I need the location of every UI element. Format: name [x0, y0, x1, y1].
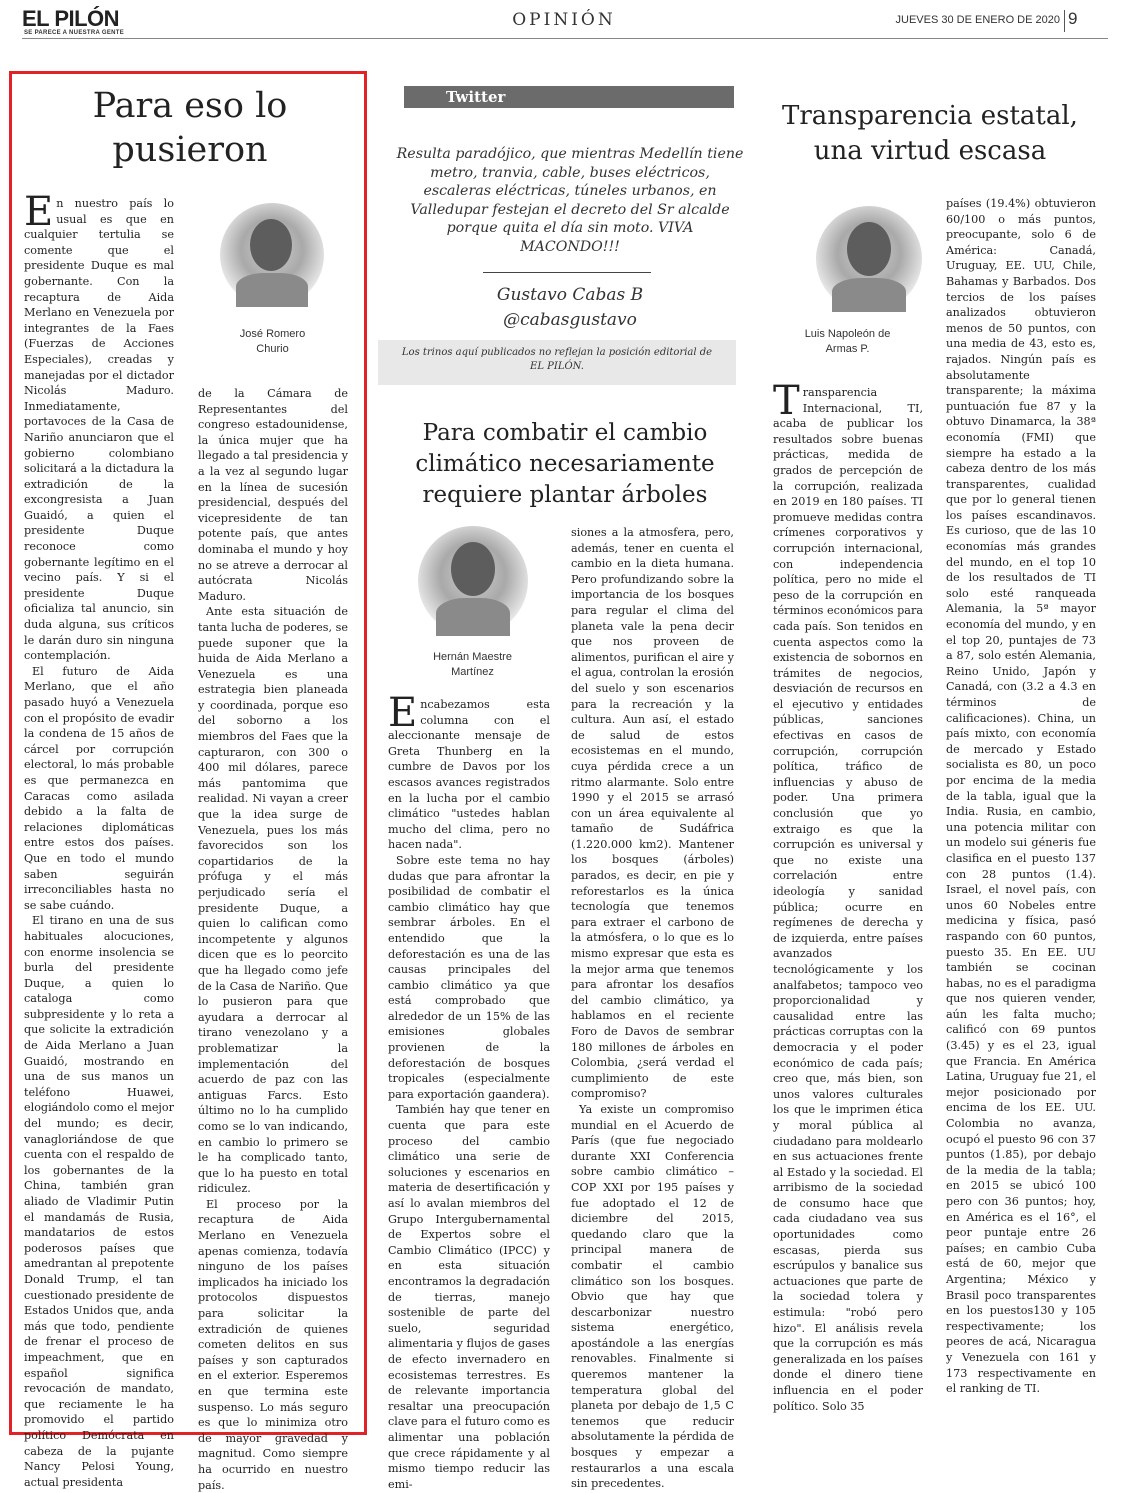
article2-column1 — [388, 690, 550, 1491]
article2-paragraph: Sobre este tema no hay dudas que para afrontar la posibilidad de combatir el cambio climático hay que sembrar árboles. En el entendido que la deforestación es una de las causas principales del cambio climático ya que está comprobado que alrededor de un 15% de las emisiones globales provienen de la deforestación de bosques tropicales (especialmente para exportación gaandera). — [388, 853, 550, 1101]
article1-column2 — [198, 386, 348, 1492]
article2-paragraph: Ya existe un compromiso mundial en el Acuerdo de París (que fue negociado durante XXI Conferencia sobre cambio climático – COP XXI por 195 países y fue adoptado el 12 de diciembre del 2015, quedando claro que la principal manera de combatir el cambio climático son los bosques. Obvio que hay que descarbonizar nuestro sistema energético, apostándole a las energías renovables. Finalmente si queremos mantener la temperatura global del planeta por debajo de 1,5 C tenemos que reducir absolutamente la pérdida de bosques y empezar a restaurarlos a una escala sin precedentes. — [571, 1102, 734, 1491]
author3-shirt — [832, 278, 906, 312]
author1-caption — [205, 327, 340, 357]
article1-paragraph: El proceso por la recaptura de Aida Merlano en Venezuela apenas comienza, todavía ninguno de los países implicados ha iniciado los protocolos dispuestos para solicitar la extradición de quienes cometen delitos en sus países y son capturados en el exterior. Esperemos en que termina este suspenso. Lo más seguro es que lo minimiza otro de mayor gravedad y magnitud. Como siempre ha ocurrido en nuestro país. — [198, 1197, 348, 1492]
author2-shirt — [436, 598, 510, 636]
author2-name-line1: Hernán Maestre — [433, 651, 512, 663]
article1-paragraph: El tirano en una de sus habituales alocuciones, con enorme insolencia se burla del presidente Duque, a quien lo cataloga como subpresidente y lo reta a que solicite la extradición de Aida Merlano a Juan Guaidó, mostrando en una de sus manos un teléfono Huawei, elogiándolo como el mejor del mundo; es decir, vanagloriándose de que cuenta con el respaldo de los gobernantes de la China, también gran aliado de Vladimir Putin el mandamás de Rusia, mandatarios de estos poderosos países que amedrantan al prepotente Donald Trump, el tan cuestionado presidente de Estados Unidos que, anda más que todo, pendiente de frenar el proceso de impeachment, que en español significa revocación de mandato, que reciamente le ha promovido el partido político Demócrata en cabeza de la pujante Nancy Pelosi Young, actual presidenta — [24, 914, 174, 1489]
article3-title — [760, 99, 1100, 169]
twitter-label: Twitter — [446, 88, 506, 106]
article1-title-line2: pusieron — [112, 130, 268, 170]
author1-shirt — [236, 273, 308, 307]
tweet-text: Resulta paradójico, que mientras Medellín tiene metro, tranvia, cable, buses eléctricos, escaleras eléctricas, túneles urbanos, en Valledupar festejan el decreto del Sr alcalde porque quita el día sin moto. VIVA MACONDO!!! — [396, 146, 744, 255]
article1-paragraph: El futuro de Aida Merlano, que el año pasado huyó a Venezuela con el propósito de evadir la condena de 15 años de cárcel por corrupción electoral, lo más probable es que permanezca en Caracas como asilada debido a la falta de relaciones diplomáticas entre estos dos países. Que en todo el mundo saben seguirán irreconciliables hasta no se sabe cuándo. — [24, 664, 174, 912]
author3-name-line1: Luis Napoleón de — [804, 328, 891, 340]
article1-paragraph: En nuestro país lo usual es que en cualquier tertulia se comente que el presidente Duque es mal gobernante. Con la recaptura de Aida Merlano en Venezuela por integrantes de la Faes (Fuerzas de Acciones Especiales), creadas y manejadas por el dictador Nicolás Maduro. Inmediatamente, portavoces de la Casa de Nariño anunciaron que el gobierno colombiano solicitará a la dictadura la extradición de la excongresista a Juan Guaidó, a quien el presidente Duque reconoce como gobernante legítimo en el vecino país. Y si el presidente Duque oficializa tal anuncio, sin duda alguna, sus críticos le darán duro sin ninguna contemplación. — [24, 189, 174, 663]
article1-column1 — [24, 189, 174, 1489]
article3-column2 — [946, 196, 1096, 1417]
author3-photo — [816, 206, 922, 312]
article3-title-line1: Transparencia estatal, — [782, 101, 1078, 131]
article2-paragraph: También hay que tener en cuenta que para este proceso del cambio climático una serie de soluciones y escenarios en materia de desertificación y así lo avalan miembros del Grupo Intergubernamental de Expertos sobre el Cambio Climático (IPCC) y en esta situación encontramos la degradación de tierras, manejo sostenible de parte del suelo, seguridad alimentaria y flujos de gases de efecto invernadero en ecosistemas terrestres. Es de relevante importancia resaltar una preocupación clave para el futuro como es alimentar una población que crece rápidamente y al mismo tiempo reducir las emi- — [388, 1103, 550, 1491]
article1-title — [40, 84, 340, 172]
issue-date: JUEVES 30 DE ENERO DE 2020 — [895, 14, 1060, 26]
article1-title-line1: Para eso lo — [92, 86, 288, 126]
section-title: OPINIÓN — [512, 10, 616, 30]
author3-face — [847, 222, 891, 276]
twitter-disclaimer-box — [378, 340, 736, 385]
article2-title: Para combatir el cambio climático necesariamente requiere plantar árboles — [415, 420, 715, 508]
article3-title-line2: una virtud escasa — [813, 136, 1047, 166]
tweet-rule — [483, 272, 651, 273]
article2-paragraph: Encabezamos esta columna con el aleccionante mensaje de Greta Thunberg en la cumbre de Davos por los escasos avances registrados en la lucha por el cambio climático "ustedes hablan mucho del clima, pero no hacen nada". — [388, 690, 550, 852]
tweet-handle: @cabasgustavo — [503, 310, 637, 330]
article1-paragraph: de la Cámara de Representantes del congreso estadounidense, la única mujer que ha llegado a tal presidencia y a la vez al segundo lugar en la línea de sucesión presidencial, después del vicepresidente de tan potente país, que antes dominaba el mundo y hoy no se atreve a derrocar al autócrata Nicolás Maduro. — [198, 387, 348, 603]
tweet-author-block — [395, 283, 745, 333]
twitter-label-bar — [404, 86, 734, 108]
header-rule — [22, 38, 1108, 39]
author3-caption — [780, 327, 915, 357]
masthead-tagline: SE PARECE A NUESTRA GENTE — [24, 30, 125, 36]
author2-photo — [418, 526, 528, 636]
article3-column1 — [773, 378, 923, 1417]
author1-face — [250, 219, 292, 271]
author1-name-line1: José Romero — [239, 328, 306, 340]
header-separator — [1064, 10, 1065, 32]
author2-face — [451, 542, 495, 596]
author1-name-line2: Churio — [256, 343, 289, 355]
article2-paragraph: siones a la atmosfera, pero, además, tener en cuenta el cambio en la dieta humana. Pero profundizando sobre la importancia de los bosques para regular el clima del planeta vale la pena decir que nos proveen de alimentos, purifican el aire y el agua, controlan la erosión del suelo y son escenarios para la recreación y la cultura. Aun así, el estado de salud de estos ecosistemas en el mundo, cuya pérdida crece a un ritmo alarmante. Solo entre 1990 y el 2015 se arrasó con un área equivalente al tamaño de Sudáfrica (1.220.000 km2). Mantener los bosques (árboles) parados, es decir, en pie y reforestarlos es la única tecnología que tenemos para extraer el carbono de la atmósfera, o lo que es lo mismo expresar que esta es la mejor arma que tenemos para afrontar los desafíos del cambio climático, ya hablamos en el reciente Foro de Davos de sembrar 180 millones de árboles en Colombia, ¿será verdad el cumplimiento de este compromiso? — [571, 526, 734, 1101]
author2-caption — [405, 650, 540, 680]
article1-paragraph: Ante esta situación de tanta lucha de poderes, se puede suponer que la huida de Aida Merlano a Venezuela es una estrategia bien planeada y coordinada, porque eso del soborno a los miembros del Faes que la capturaron, con 300 o 400 mil dólares, parece más pantomima que realidad. Ni vayan a creer que la idea surge de Venezuela, pues los más favorecidos son los copartidarios de la prófuga y el más perjudicado sería el presidente Duque, a quien lo califican como incompetente y algunos dicen que es lo peorcito que ha llegado como jefe de la Casa de Nariño. Que lo pusieron para que ayudara a derrocar al tirano venezolano y a problematizar la implementación del acuerdo de paz con las antiguas Farcs. Esto último no lo ha cumplido como se lo van indicando, en cambio lo primero se le ha complicado tanto, que lo ha puesto en total ridiculez. — [198, 605, 348, 1196]
author1-photo — [220, 203, 324, 307]
page-number: 9 — [1068, 9, 1078, 28]
article3-paragraph: Transparencia Internacional, TI, acaba de publicar los resultados sobre buenas prácticas, medida de grados de percepción de la corrupción, realizada en 2019 en 180 países. TI promueve medidas contra crímenes corporativos y corrupción internacional, con independencia política, pero no mide el peso de la corrupción en términos económicos para cada país. Son tenidos en cuenta aspectos como la existencia de sobornos en trámites de negocios, desviación de recursos en el ejecutivo y entidades públicas, sanciones efectivas en casos de corrupción, corrupción política, tráfico de influencias y abuso de poder. Una primera conclusión que yo extraigo es que la corrupción es universal y que no existe una correlación entre ideología y sanidad pública; ocurre en regímenes de derecha y de izquierda, entre países avanzados tecnológicamente y los analfabetos; tampoco veo proporcionalidad y causalidad entre las prácticas corruptas con la democracia y el poder económico de cada país; creo que, más bien, son unos valores culturales los que le imprimen ética y moral pública al ciudadano para moldearlo en sus actuaciones frente al Estado y la sociedad. El arribismo de la sociedad de consumo hace que cada ciudadano vea sus oportunidades como escasas, pierda sus escrúpulos y banalice sus actuaciones que parte de la sociedad tolera y estimula: "robó pero hizo". El análisis revela que la corrupción es más generalizada en los países donde el dinero tiene influencia en el poder político. Solo 35 — [773, 378, 923, 1413]
author2-name-line2: Martínez — [451, 666, 494, 678]
masthead-logo: EL PILÓN — [22, 6, 120, 31]
article2-column2 — [571, 525, 734, 1491]
tweet-author: Gustavo Cabas B — [496, 285, 644, 305]
article3-paragraph: países (19.4%) obtuvieron 60/100 o más puntos, preocupante, solo 6 de América: Canadá, Uruguay, EE. UU, Chile, Bahamas y Barbados. Dos tercios de los países analizados obtuvieron menos de 50 puntos, con una media de 43, esto es, rajados. Ningún país es absolutamente transparente; la máxima puntuación fue 87 y la obtuvo Dinamarca, la 38ª economía (FMI) que siempre ha estado a la cabeza dentro de los más transparentes, cualidad que por lo general tienen los países escandinavos. Es curioso, que de las 10 economías más grandes del mundo, en el top 10 de los resultados de TI solo esté ranqueada Alemania, la 5ª mayor economía del mundo, y en el top 20, puntajes de 73 a 87, solo estén Alemania, Reino Unido, Japón y Canadá, con (3.2 a 4.3 en términos de calificaciones). China, un país mixto, con economía de mercado y Estado socialista es 80, un poco por encima de la media de la tabla, igual que la India. Rusia, en cambio, una potencia militar con un modelo sui géneris fue clasifica en el puesto 137 con 28 puntos (1.4). Israel, el novel país, con unos 60 Nobeles entre medicina y física, pasó raspando con 60 puntos, puesto 35. En EE. UU también se cocinan habas, no es el paradigma que nos quieren vender, aún les falta mucho; calificó con 69 puntos (3.45) y es el 23, igual que Francia. En América Latina, Uruguay fue 21, el mejor posicionado por encima de los EE. UU. Colombia no avanza, ocupó el puesto 96 con 37 puntos (1.85), por debajo de la media de la tabla; en 2015 se ubicó 100 pero con 36 puntos; hoy, en América es el 16°, el peor puntaje entre 26 países; en cambio Cuba está de 60, mejor que Argentina; México y Brasil poco transparentes en los puestos130 y 105 respectivamente; los peores de acá, Nicaragua y Venezuela con 161 y 173 respectivamente en el ranking de TI. — [946, 197, 1096, 1396]
twitter-disclaimer: Los trinos aquí publicados no reflejan la posición editorial de EL PILÓN. — [401, 347, 713, 372]
author3-name-line2: Armas P. — [825, 343, 870, 355]
